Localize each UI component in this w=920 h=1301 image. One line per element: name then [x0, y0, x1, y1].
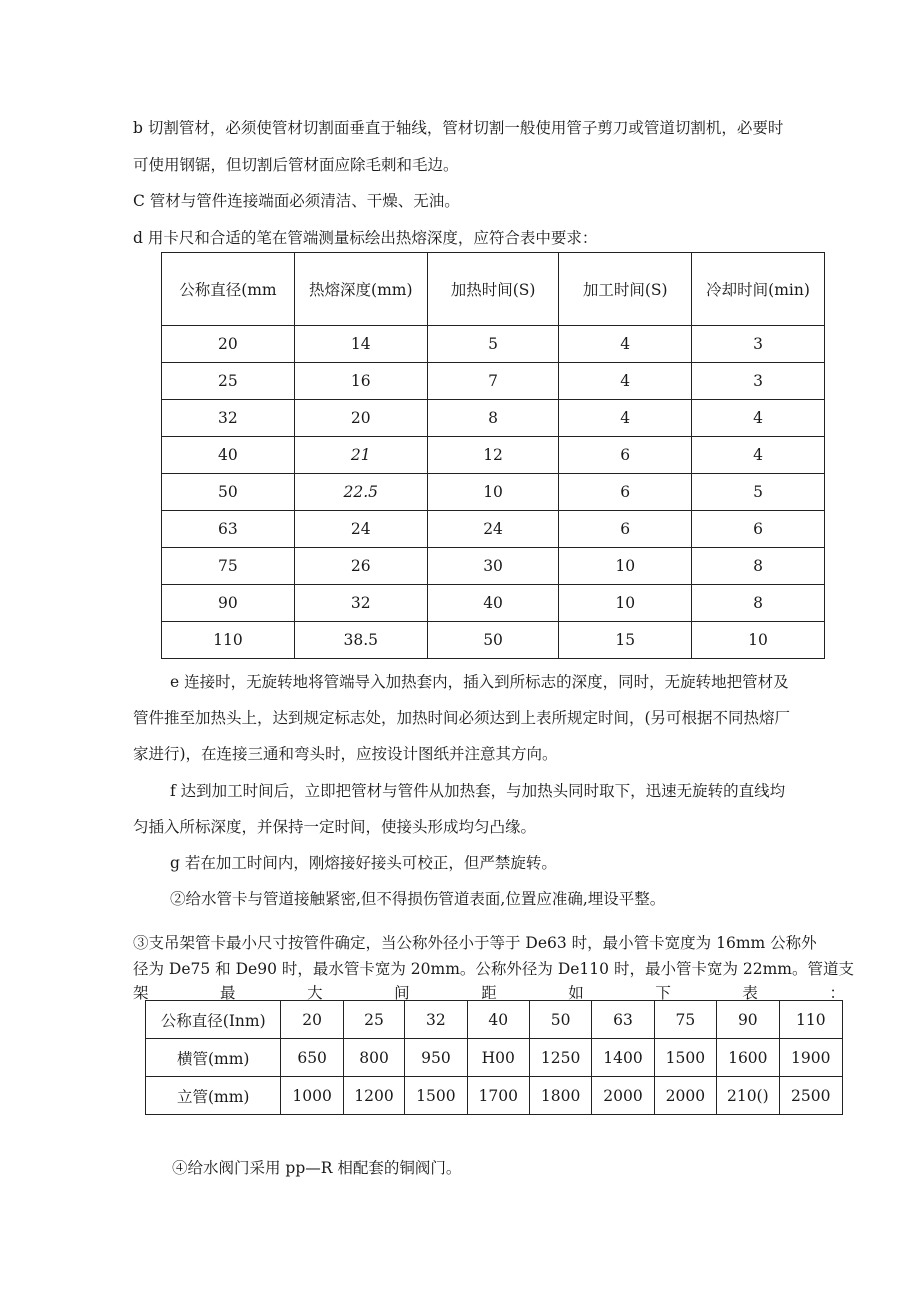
- table-cell: 90: [162, 585, 295, 622]
- table-cell: 50: [162, 474, 295, 511]
- table-cell: 5: [427, 326, 559, 363]
- table-row: [146, 1001, 843, 1039]
- table-row: [162, 511, 825, 548]
- paragraph-f-line-1: f 达到加工时间后，立即把管材与管件从加热套，与加热头同时取下，迅速无旋转的直线均: [170, 782, 786, 800]
- paragraph-4: ④给水阀门采用 pp—R 相配套的铜阀门。: [172, 1159, 462, 1177]
- spacing-table-row-label: 横管(mm): [146, 1039, 281, 1077]
- table-cell: 8: [692, 585, 825, 622]
- table-row: [162, 622, 825, 659]
- table-cell: 38.5: [294, 622, 427, 659]
- table-cell: 25: [343, 1001, 404, 1039]
- table-cell: H00: [467, 1039, 529, 1077]
- table-cell: 10: [692, 622, 825, 659]
- paragraph-c: C 管材与管件连接端面必须清洁、干燥、无油。: [133, 192, 460, 210]
- table-row: [162, 363, 825, 400]
- table-cell: 32: [162, 400, 295, 437]
- fusion-table-header-cell: 公称直径(mm: [162, 253, 295, 326]
- table-row: [146, 1077, 843, 1115]
- table-cell: 800: [343, 1039, 404, 1077]
- table-row: [162, 326, 825, 363]
- table-cell: 50: [427, 622, 559, 659]
- table-cell: 75: [654, 1001, 716, 1039]
- spacing-table-row-label: 公称直径(Inm): [146, 1001, 281, 1039]
- table-cell: 1500: [405, 1077, 467, 1115]
- table-cell: 50: [529, 1001, 591, 1039]
- fusion-table-header-cell: 加工时间(S): [559, 253, 692, 326]
- table-cell: 210(): [717, 1077, 779, 1115]
- fusion-table-header-cell: 热熔深度(mm): [294, 253, 427, 326]
- table-cell: 6: [692, 511, 825, 548]
- table-cell: 75: [162, 548, 295, 585]
- fusion-table-header-cell: 冷却时间(min): [692, 253, 825, 326]
- paragraph-d: d 用卡尺和合适的笔在管端测量标绘出热熔深度，应符合表中要求：: [133, 229, 598, 247]
- table-cell: 14: [294, 326, 427, 363]
- table-cell: 6: [559, 511, 692, 548]
- table-cell: 3: [692, 326, 825, 363]
- table-cell: 63: [162, 511, 295, 548]
- fusion-table-header-row: [162, 253, 825, 326]
- paragraph-e-line-2: 管件推至加热头上，达到规定标志处，加热时间必须达到上表所规定时间，(另可根据不同热熔厂: [133, 709, 791, 727]
- table-cell: 10: [427, 474, 559, 511]
- table-cell: 40: [467, 1001, 529, 1039]
- table-cell: 650: [281, 1039, 343, 1077]
- table-cell: 30: [427, 548, 559, 585]
- table-cell: 110: [162, 622, 295, 659]
- paragraph-3-line-1: ③支吊架管卡最小尺寸按管件确定，当公称外径小于等于 De63 时，最小管卡宽度为 16mm 公称外: [133, 934, 817, 952]
- paragraph-f-line-2: 匀插入所标深度，并保持一定时间，使接头形成均匀凸缘。: [133, 818, 537, 836]
- table-cell: 21: [294, 437, 427, 474]
- paragraph-3-line-3: 架 最 大 间 距 如 下 表 ：: [133, 984, 845, 1002]
- table-cell: 1400: [592, 1039, 654, 1077]
- paragraph-3-line-2: 径为 De75 和 De90 时，最水管卡宽为 20mm。公称外径为 De110 时，最小管卡宽为 22mm。管道支: [133, 960, 854, 978]
- table-cell: 25: [162, 363, 295, 400]
- table-cell: 2500: [779, 1077, 842, 1115]
- table-row: [162, 548, 825, 585]
- table-row: [162, 474, 825, 511]
- paragraph-b-line-2: 可使用钢锯，但切割后管材面应除毛刺和毛边。: [133, 156, 459, 174]
- table-cell: 40: [427, 585, 559, 622]
- table-cell: 15: [559, 622, 692, 659]
- table-cell: 1000: [281, 1077, 343, 1115]
- paragraph-e-line-3: 家进行)，在连接三通和弯头时，应按设计图纸并注意其方向。: [133, 745, 558, 763]
- spacing-table-row-label: 立管(mm): [146, 1077, 281, 1115]
- table-cell: 2000: [654, 1077, 716, 1115]
- table-cell: 63: [592, 1001, 654, 1039]
- table-row: [162, 400, 825, 437]
- table-cell: 4: [692, 400, 825, 437]
- table-cell: 40: [162, 437, 295, 474]
- paragraph-g: g 若在加工时间内，刚熔接好接头可校正，但严禁旋转。: [170, 854, 557, 872]
- table-row: [146, 1039, 843, 1077]
- table-cell: 26: [294, 548, 427, 585]
- table-cell: 7: [427, 363, 559, 400]
- table-cell: 12: [427, 437, 559, 474]
- table-cell: 32: [405, 1001, 467, 1039]
- table-cell: 5: [692, 474, 825, 511]
- paragraph-b-line-1: b 切割管材，必须使管材切割面垂直于轴线，管材切割一般使用管子剪刀或管道切割机，必要时: [133, 119, 784, 137]
- paragraph-e-line-1: e 连接时，无旋转地将管端导入加热套内，插入到所标志的深度，同时，无旋转地把管材及: [170, 673, 789, 691]
- table-cell: 1700: [467, 1077, 529, 1115]
- table-cell: 16: [294, 363, 427, 400]
- pipe-spacing-table: [145, 1000, 843, 1115]
- table-cell: 950: [405, 1039, 467, 1077]
- table-cell: 10: [559, 585, 692, 622]
- table-row: [162, 437, 825, 474]
- fusion-depth-table: [161, 252, 825, 659]
- table-cell: 8: [692, 548, 825, 585]
- table-row: [162, 585, 825, 622]
- table-cell: 1250: [529, 1039, 591, 1077]
- table-cell: 24: [294, 511, 427, 548]
- table-cell: 3: [692, 363, 825, 400]
- fusion-table-header-cell: 加热时间(S): [427, 253, 559, 326]
- table-cell: 10: [559, 548, 692, 585]
- table-cell: 1500: [654, 1039, 716, 1077]
- table-cell: 24: [427, 511, 559, 548]
- table-cell: 22.5: [294, 474, 427, 511]
- table-cell: 110: [779, 1001, 842, 1039]
- table-cell: 4: [692, 437, 825, 474]
- table-cell: 1900: [779, 1039, 842, 1077]
- table-cell: 1800: [529, 1077, 591, 1115]
- table-cell: 1600: [717, 1039, 779, 1077]
- table-cell: 2000: [592, 1077, 654, 1115]
- table-cell: 4: [559, 363, 692, 400]
- table-cell: 8: [427, 400, 559, 437]
- table-cell: 1200: [343, 1077, 404, 1115]
- table-cell: 6: [559, 437, 692, 474]
- table-cell: 90: [717, 1001, 779, 1039]
- paragraph-2: ②给水管卡与管道接触紧密,但不得损伤管道表面,位置应准确,埋设平整。: [170, 890, 666, 908]
- table-cell: 4: [559, 326, 692, 363]
- table-cell: 32: [294, 585, 427, 622]
- table-cell: 20: [162, 326, 295, 363]
- table-cell: 4: [559, 400, 692, 437]
- table-cell: 6: [559, 474, 692, 511]
- table-cell: 20: [294, 400, 427, 437]
- table-cell: 20: [281, 1001, 343, 1039]
